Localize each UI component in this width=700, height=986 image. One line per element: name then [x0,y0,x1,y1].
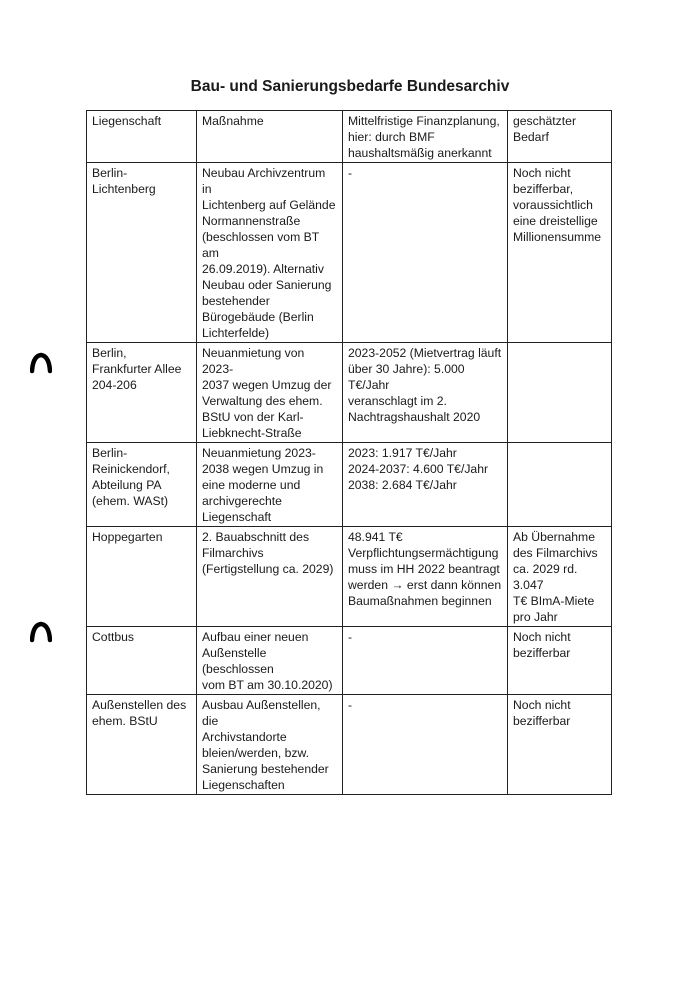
cell-massnahme: Neuanmietung von 2023- 2037 wegen Umzug der Verwaltung des ehem. BStU von der Karl- Liebknecht-Straße [197,343,343,443]
cell-liegenschaft: Berlin- Reinickendorf, Abteilung PA (ehem. WASt) [87,443,197,527]
table-row [87,443,612,527]
cell-bedarf [508,443,612,527]
cell-massnahme: Neuanmietung 2023- 2038 wegen Umzug in eine moderne und archivgerechte Liegenschaft [197,443,343,527]
cell-bedarf: Noch nicht bezifferbar, voraussichtlich eine dreistellige Millionensumme [508,163,612,343]
cell-liegenschaft: Hoppegarten [87,527,197,627]
cell-liegenschaft: Berlin, Frankfurter Allee 204-206 [87,343,197,443]
cell-liegenschaft: Außenstellen des ehem. BStU [87,695,197,795]
cell-bedarf [508,343,612,443]
cell-finanzplanung: 48.941 T€ Verpflichtungsermächtigung muss im HH 2022 beantragt werden → erst dann können Baumaßnahmen beginnen [343,527,508,627]
table-header-row [87,111,612,163]
cell-massnahme: Neubau Archivzentrum in Lichtenberg auf Gelände Normannenstraße (beschlossen vom BT am 26.09.2019). Alternativ Neubau oder Sanierung bestehender Bürogebäude (Berlin Lichterfelde) [197,163,343,343]
cell-finanzplanung: - [343,627,508,695]
column-header-finanzplanung: Mittelfristige Finanzplanung, hier: durch BMF haushaltsmäßig anerkannt [343,111,508,163]
table-row [87,627,612,695]
column-header-massnahme: Maßnahme [197,111,343,163]
page-title: Bau- und Sanierungsbedarfe Bundesarchiv [190,78,510,95]
cell-massnahme: Aufbau einer neuen Außenstelle (beschlossen vom BT am 30.10.2020) [197,627,343,695]
cell-finanzplanung: 2023: 1.917 T€/Jahr 2024-2037: 4.600 T€/Jahr 2038: 2.684 T€/Jahr [343,443,508,527]
punch-hole-mark-icon [30,352,52,374]
table-row [87,343,612,443]
cell-liegenschaft: Cottbus [87,627,197,695]
column-header-bedarf: geschätzter Bedarf [508,111,612,163]
cell-bedarf: Noch nicht bezifferbar [508,695,612,795]
cell-liegenschaft: Berlin- Lichtenberg [87,163,197,343]
requirements-table [86,110,612,795]
cell-massnahme: 2. Bauabschnitt des Filmarchivs (Fertigstellung ca. 2029) [197,527,343,627]
table-row [87,527,612,627]
punch-hole-mark-icon [30,621,52,643]
table-row [87,695,612,795]
table-row [87,163,612,343]
cell-bedarf: Ab Übernahme des Filmarchivs ca. 2029 rd. 3.047 T€ BImA-Miete pro Jahr [508,527,612,627]
cell-bedarf: Noch nicht bezifferbar [508,627,612,695]
cell-massnahme: Ausbau Außenstellen, die Archivstandorte bleien/werden, bzw. Sanierung bestehender Liegenschaften [197,695,343,795]
column-header-liegenschaft: Liegenschaft [87,111,197,163]
cell-finanzplanung: - [343,695,508,795]
cell-finanzplanung: 2023-2052 (Mietvertrag läuft über 30 Jahre): 5.000 T€/Jahr veranschlagt im 2. Nachtragshaushalt 2020 [343,343,508,443]
cell-finanzplanung: - [343,163,508,343]
